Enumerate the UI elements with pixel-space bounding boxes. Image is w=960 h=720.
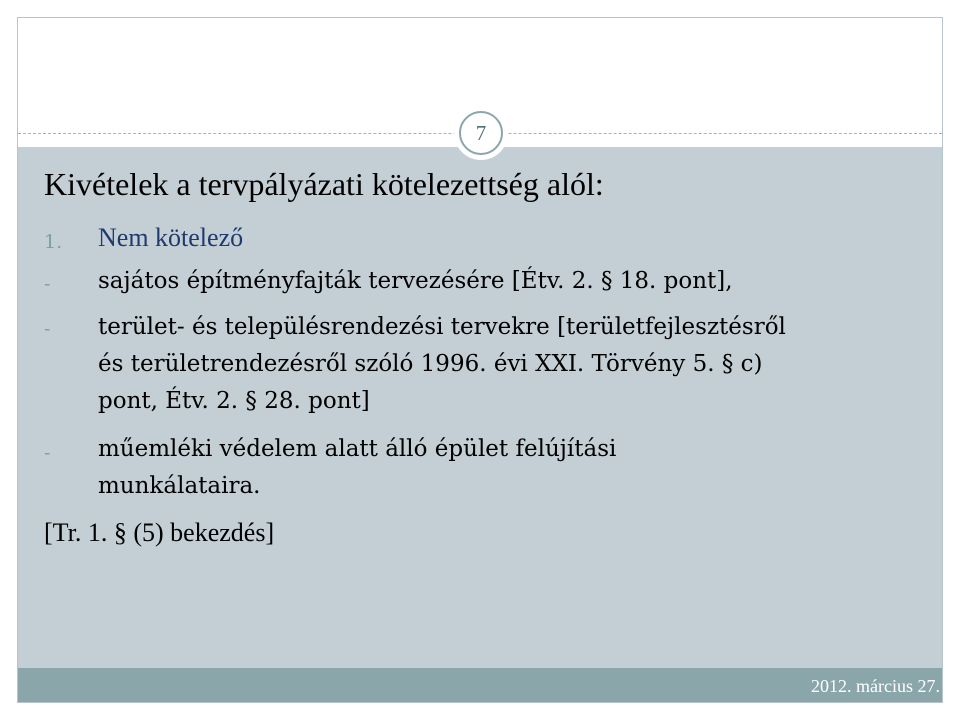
slide-title: Kivételek a tervpályázati kötelezettség alól: (44, 166, 604, 202)
numbered-marker: 1. (44, 231, 63, 253)
numbered-item-text: Nem kötelező (98, 223, 244, 252)
bullet-marker: - (44, 442, 51, 464)
bullet-line: munkálataira. (98, 473, 261, 499)
bullet-line: műemléki védelem alatt álló épület felújítási (98, 436, 617, 462)
bullet-marker: - (44, 318, 51, 340)
bullet-line: terület- és településrendezési tervekre [területfejlesztésről (98, 314, 786, 340)
footer-bar (18, 668, 942, 702)
page-number-badge (454, 106, 508, 160)
bullet-line: sajátos építményfajták tervezésére [Étv. 2. § 18. pont], (98, 268, 733, 294)
footer-date: 2012. március 27. (811, 676, 940, 696)
bullet-line: pont, Étv. 2. § 28. pont] (98, 388, 370, 414)
bullet-line: és területrendezésről szóló 1996. évi XXI. Törvény 5. § c) (98, 351, 763, 377)
bullet-marker: - (44, 273, 51, 295)
page-number: 7 (459, 111, 503, 155)
legal-reference: [Tr. 1. § (5) bekezdés] (44, 518, 275, 547)
